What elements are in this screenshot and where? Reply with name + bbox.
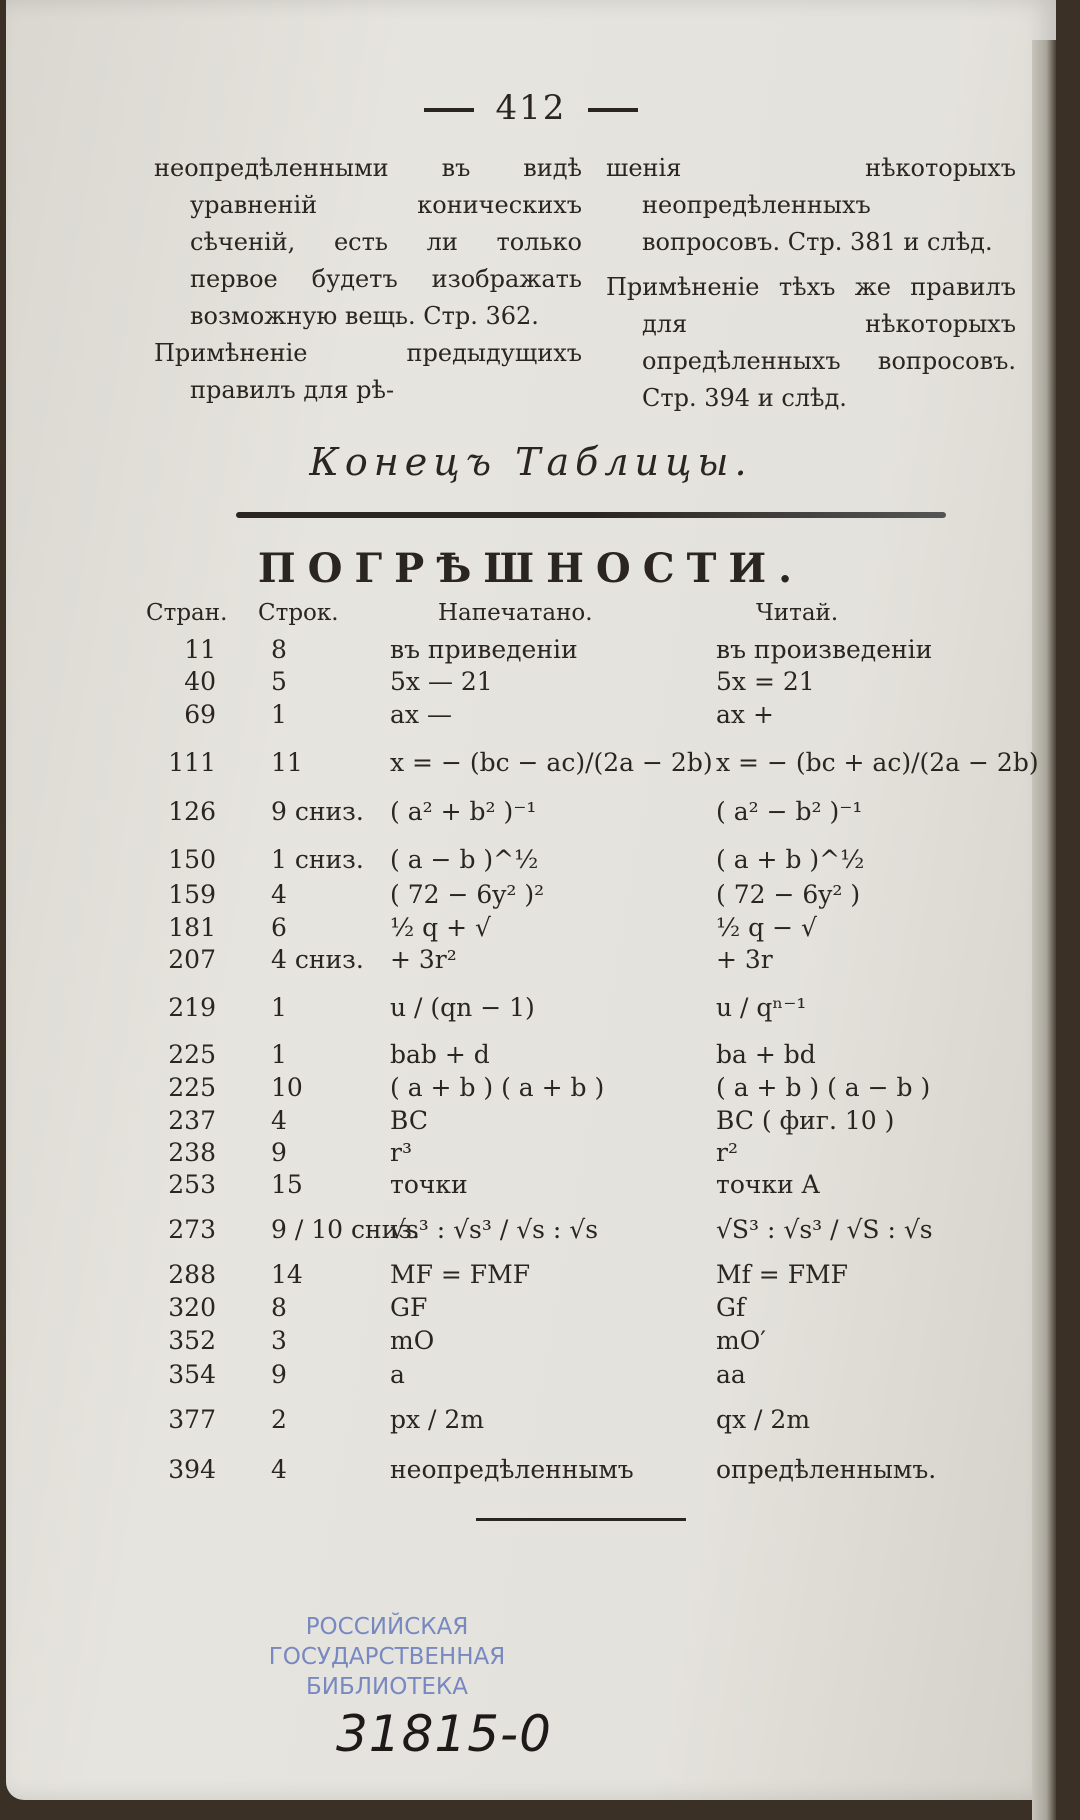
dash-left	[424, 108, 474, 112]
cell-line: 8	[271, 635, 287, 664]
cell-page: 377	[168, 1405, 216, 1434]
cell-line: 1	[271, 700, 287, 729]
cell-line: 4 сниз.	[271, 945, 364, 974]
cell-read: въ произведеніи	[716, 635, 933, 664]
cell-line: 9 сниз.	[271, 797, 364, 826]
cell-page: 238	[168, 1138, 216, 1167]
cell-read: ( a² − b² )⁻¹	[716, 797, 863, 826]
cell-read: ( 72 − 6y² )	[716, 880, 861, 909]
cell-page: 237	[168, 1106, 216, 1135]
cell-line: 4	[271, 1106, 287, 1135]
cell-printed: GF	[390, 1293, 428, 1322]
cell-read: + 3r	[716, 945, 773, 974]
cell-printed: ( 72 − 6y² )²	[390, 880, 545, 909]
cell-line: 2	[271, 1405, 287, 1434]
cell-printed: ½ q + √	[390, 913, 491, 942]
handwritten-inventory-number: 31815-0	[336, 1705, 552, 1763]
cell-read: u / qⁿ⁻¹	[716, 993, 807, 1022]
stamp-line-1: РОССИЙСКАЯ	[305, 1614, 469, 1640]
left-paragraph-2: Примѣненіе предыдущихъ правилъ для рѣ-	[154, 339, 582, 404]
cell-read: ba + bd	[716, 1040, 816, 1069]
cell-printed: неопредѣленнымъ	[390, 1455, 634, 1484]
cell-read: опредѣленнымъ.	[716, 1455, 937, 1484]
cell-page: 111	[168, 748, 216, 777]
cell-read: r²	[716, 1138, 738, 1167]
cell-printed: ax —	[390, 700, 452, 729]
cell-page: 40	[184, 667, 216, 696]
column-header-line: Строк.	[258, 600, 339, 626]
cell-line: 1	[271, 993, 287, 1022]
cell-line: 14	[271, 1260, 303, 1289]
cell-line: 1	[271, 1040, 287, 1069]
stamp-line-2: ГОСУДАРСТВЕННАЯ	[268, 1644, 506, 1670]
cell-page: 207	[168, 945, 216, 974]
end-of-table-note: Конецъ Таблицы.	[309, 440, 753, 484]
cell-line: 15	[271, 1170, 303, 1199]
cell-read: qx / 2m	[716, 1405, 811, 1434]
page-edge	[1032, 40, 1056, 1820]
left-paragraph-1: неопредѣленными въ видѣ уравненій коническихъ сѣченій, есть ли только первое будетъ изображать возможную вещь. Стр. 362.	[154, 154, 582, 330]
cell-page: 273	[168, 1215, 216, 1244]
cell-printed: + 3r²	[390, 945, 457, 974]
cell-printed: r³	[390, 1138, 412, 1167]
cell-printed: въ приведеніи	[390, 635, 578, 664]
page-number	[6, 88, 1056, 128]
cell-read: √S³ : √s³ / √S : √s	[716, 1215, 933, 1244]
cell-read: ax +	[716, 700, 774, 729]
cell-printed: ( a² + b² )⁻¹	[390, 797, 537, 826]
cell-line: 1 сниз.	[271, 845, 364, 874]
cell-read: 5x = 21	[716, 667, 815, 696]
cell-printed: ( a − b )^½	[390, 845, 539, 874]
cell-line: 4	[271, 1455, 287, 1484]
cell-read: ( a + b )^½	[716, 845, 865, 874]
cell-page: 150	[168, 845, 216, 874]
cell-page: 219	[168, 993, 216, 1022]
page-number-text: 412	[495, 88, 567, 128]
cell-printed: 5x — 21	[390, 667, 493, 696]
cell-printed: BC	[390, 1106, 428, 1135]
cell-printed: px / 2m	[390, 1405, 485, 1434]
cell-line: 9	[271, 1138, 287, 1167]
cell-read: ½ q − √	[716, 913, 817, 942]
cell-page: 126	[168, 797, 216, 826]
cell-page: 352	[168, 1326, 216, 1355]
cell-read: Mf = FMF	[716, 1260, 848, 1289]
dash-right	[588, 108, 638, 112]
cell-page: 225	[168, 1073, 216, 1102]
column-header-page: Стран.	[146, 600, 228, 626]
errata-title: ПОГРѢШНОСТИ.	[257, 545, 805, 592]
book-page	[6, 0, 1056, 1800]
cell-printed: √s³ : √s³ / √s : √s	[390, 1215, 599, 1244]
cell-line: 11	[271, 748, 303, 777]
cell-page: 288	[168, 1260, 216, 1289]
library-stamp	[262, 1612, 512, 1702]
column-header-printed: Напечатано.	[438, 600, 593, 626]
cell-printed: ( a + b ) ( a + b )	[390, 1073, 605, 1102]
cell-printed: bab + d	[390, 1040, 490, 1069]
cell-line: 6	[271, 913, 287, 942]
cell-read: Gf	[716, 1293, 746, 1322]
cell-page: 69	[184, 700, 216, 729]
cell-printed: точки	[390, 1170, 468, 1199]
column-header-read: Читай.	[756, 600, 839, 626]
cell-printed: MF = FMF	[390, 1260, 531, 1289]
cell-printed: x = − (bc − ac)/(2a − 2b)	[390, 748, 713, 777]
cell-line: 5	[271, 667, 287, 696]
cell-read: mO′	[716, 1326, 766, 1355]
cell-page: 253	[168, 1170, 216, 1199]
cell-page: 159	[168, 880, 216, 909]
cell-read: x = − (bc + ac)/(2a − 2b)	[716, 748, 1039, 777]
right-paragraph-1: шенія нѣкоторыхъ неопредѣленныхъ вопросовъ. Стр. 381 и слѣд.	[606, 154, 1016, 256]
cell-page: 181	[168, 913, 216, 942]
cell-page: 354	[168, 1360, 216, 1389]
cell-line: 3	[271, 1326, 287, 1355]
stamp-line-3: БИБЛИОТЕКА	[305, 1674, 468, 1700]
cell-line: 8	[271, 1293, 287, 1322]
cell-page: 320	[168, 1293, 216, 1322]
cell-page: 394	[168, 1455, 216, 1484]
left-text-column	[154, 150, 582, 409]
cell-line: 10	[271, 1073, 303, 1102]
cell-printed: mO	[390, 1326, 435, 1355]
right-text-column	[606, 150, 1016, 417]
cell-page: 225	[168, 1040, 216, 1069]
cell-line: 9	[271, 1360, 287, 1389]
cell-read: aa	[716, 1360, 746, 1389]
cell-read: точки A	[716, 1170, 820, 1199]
divider-rule	[236, 512, 946, 518]
cell-line: 9 / 10 сниз.	[271, 1215, 420, 1244]
cell-line: 4	[271, 880, 287, 909]
cell-page: 11	[184, 635, 216, 664]
right-paragraph-2: Примѣненіе тѣхъ же правилъ для нѣкоторыхъ опредѣленныхъ вопросовъ. Стр. 394 и слѣд.	[606, 273, 1016, 412]
cell-printed: u / (qn − 1)	[390, 993, 535, 1022]
closing-rule	[476, 1518, 686, 1521]
cell-read: BC ( фиг. 10 )	[716, 1106, 895, 1135]
cell-printed: a	[390, 1360, 405, 1389]
cell-read: ( a + b ) ( a − b )	[716, 1073, 931, 1102]
